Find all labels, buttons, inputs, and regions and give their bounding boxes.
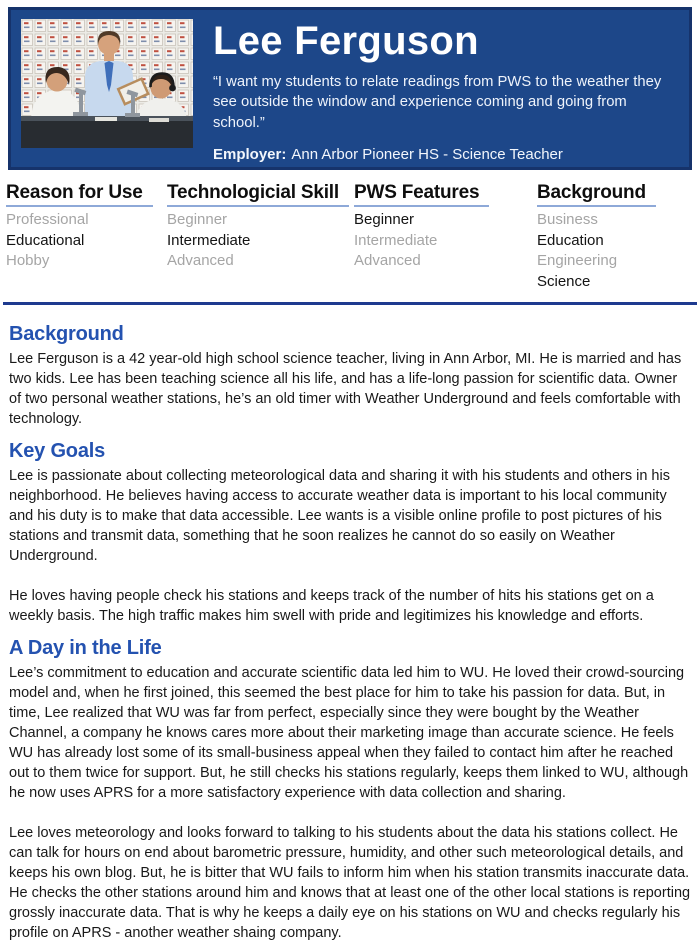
attribute-column-technological-skill (167, 182, 354, 293)
classroom-photo-illustration (21, 19, 193, 148)
attribute-column-reason-for-use (6, 182, 167, 293)
section-background (9, 323, 691, 429)
attribute-column-pws-features (354, 182, 537, 293)
employer-value: Ann Arbor Pioneer HS - Science Teacher (291, 145, 563, 163)
employer-label: Employer: (213, 145, 287, 163)
attribute-option: Hobby (6, 252, 50, 270)
section-paragraph: Lee Ferguson is a 42 year-old high school science teacher, living in Ann Arbor, MI. He is married and has two kids. Lee has been teaching science all his life, and has a life-long passion for scientific data. Owner of two personal weather stations, he’s an old timer with Weather Underground and feels comfortable with technology. (9, 350, 682, 427)
section-a-day-in-the-life (9, 637, 691, 943)
section-heading: Background (9, 322, 124, 345)
persona-body (0, 305, 700, 943)
persona-name: Lee Ferguson (213, 19, 479, 63)
employer-line (213, 146, 675, 163)
attribute-option: Beginner (354, 211, 415, 228)
attribute-option: Beginner (167, 211, 228, 228)
attribute-option: Engineering (537, 252, 618, 270)
attribute-column-title: Background (537, 182, 656, 207)
attribute-option: Educational (6, 231, 85, 249)
section-paragraph: He loves having people check his stations and keeps track of the number of hits his stations get on a weekly basis. The high traffic makes him swell with pride and legitimizes his knowledge and efforts. (9, 587, 654, 624)
persona-header-text (213, 19, 675, 163)
section-paragraph: Lee is passionate about collecting meteorological data and sharing it with his students and others in his neighborhood. He believes having access to accurate weather data is important to his local community and his duty is to make that data accessible. Lee wants is a visible online profile to post pictures of his stations and transmit data, something that he soon realizes he cannot do so easily on Weather Underground. (9, 467, 670, 564)
attribute-option: Intermediate (167, 231, 251, 249)
section-paragraph: Lee’s commitment to education and accurate scientific data led him to WU. He loved their crowd-sourcing model and, when he first joined, this seemed the best place for him to take his passion for data. But, in time, Lee realized that WU was far from perfect, especially since they were bought by the Weather Channel, a company he knows cares more about their marketing image than accurate science. He feels WU has already lost some of its small-business appeal when they failed to contact him after he reached out to them twice for support. But, he still checks his stations regularly, keeps them linked to WU, although he now uses APRS for a more satisfactory experience with data collection and sharing. (9, 664, 689, 801)
attribute-option: Education (537, 231, 604, 249)
attribute-matrix (0, 170, 700, 293)
attribute-option: Advanced (167, 252, 234, 270)
attribute-column-title: Reason for Use (6, 182, 153, 207)
section-heading: Key Goals (9, 439, 106, 462)
section-heading: A Day in the Life (9, 636, 162, 659)
section-paragraph: Lee loves meteorology and looks forward to talking to his students about the data his stations collect. He can talk for hours on end about barometric pressure, humidity, and other such meteorological details, and keeps his own blog. But, he is bitter that WU fails to inform him when his station transmits inaccurate data. He checks the other stations around him and knows that at least one of the other local stations is reporting grossly inaccurate data. That is why he keeps a daily eye on his stations on WU and checks regularly his profile on APRS - another weather shaing company. (9, 824, 691, 941)
attribute-column-title: PWS Features (354, 182, 489, 207)
attribute-option: Professional (6, 211, 89, 228)
attribute-column-title: Technologicial Skill (167, 182, 349, 207)
attribute-column-background (537, 182, 696, 293)
persona-photo (21, 19, 193, 148)
persona-header-card (8, 7, 692, 170)
attribute-option: Science (537, 273, 591, 291)
attribute-option: Business (537, 211, 598, 228)
attribute-option: Intermediate (354, 231, 438, 249)
section-key-goals (9, 440, 691, 626)
attribute-option: Advanced (354, 252, 421, 270)
persona-quote: “I want my students to relate readings from PWS to the weather they see outside the window and experience coming and going from school.” (213, 74, 662, 131)
